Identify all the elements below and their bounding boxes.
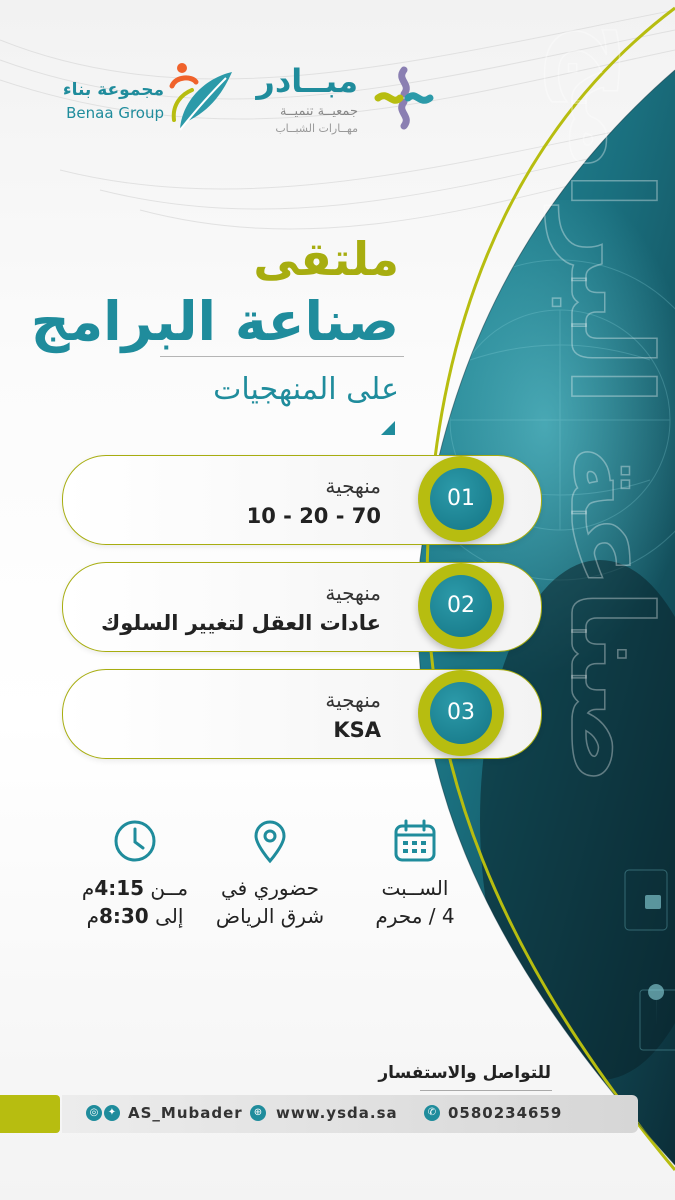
date-day: الســبت: [381, 876, 449, 900]
time-from: مــن 4:15م: [81, 876, 189, 900]
number-badge: 03: [430, 682, 492, 744]
whatsapp-icon: ✆: [424, 1105, 440, 1121]
methodology-label: منهجية: [325, 688, 381, 712]
globe-icon: ⊕: [250, 1105, 266, 1121]
date-info: [340, 818, 490, 928]
title-line-3: على المنهجيات: [213, 372, 399, 407]
website-link[interactable]: www.ysda.sa: [276, 1104, 398, 1122]
methodology-number-3: [418, 670, 504, 756]
accent-tab: [0, 1095, 60, 1133]
location-line-1: حضوري في: [221, 876, 319, 900]
methodology-label: منهجية: [325, 581, 381, 605]
title-line-2: صناعة البرامج: [30, 290, 399, 353]
corner-triangle: [381, 421, 395, 435]
mubader-subtitle-2: مهــارات الشبــاب: [275, 122, 358, 135]
contact-title: للتواصل والاستفسار: [378, 1063, 551, 1083]
benaa-feather-icon: [166, 60, 236, 140]
number-badge: 01: [430, 468, 492, 530]
title-divider: [160, 356, 404, 357]
mubader-logo: [256, 60, 438, 140]
clock-icon: [112, 818, 158, 864]
number-badge: 02: [430, 575, 492, 637]
mubader-name: مبــادر: [256, 62, 358, 100]
twitter-icon: ✦: [104, 1105, 120, 1121]
benaa-name-en: Benaa Group: [66, 104, 164, 122]
benaa-logo: [62, 60, 250, 140]
contact-divider: [420, 1090, 552, 1091]
watermark-label: صناعة البرامج: [545, 21, 675, 785]
methodology-value: 70 - 20 - 10: [246, 504, 381, 528]
phone-number[interactable]: 0580234659: [448, 1104, 563, 1122]
methodology-label: منهجية: [325, 474, 381, 498]
location-line-2: شرق الرياض: [215, 904, 325, 928]
methodology-value: عادات العقل لتغيير السلوك: [101, 611, 381, 635]
mubader-subtitle-1: جمعيــة تنميــة: [279, 104, 358, 119]
methodology-number-1: [418, 456, 504, 542]
instagram-icon: ◎: [86, 1105, 102, 1121]
location-info: [195, 818, 345, 928]
mubader-mark-icon: [370, 64, 438, 132]
date-value: 4 / محرم: [375, 904, 455, 928]
watermark-text: [540, 21, 675, 810]
time-to: إلى 8:30م: [86, 904, 184, 928]
methodology-number-2: [418, 563, 504, 649]
social-handle[interactable]: AS_Mubader: [128, 1104, 243, 1122]
methodology-value: KSA: [333, 718, 381, 742]
title-line-1: ملتقى: [253, 232, 399, 286]
location-pin-icon: [247, 818, 293, 864]
benaa-name-ar: مجموعة بناء: [62, 80, 164, 100]
calendar-icon: [392, 818, 438, 864]
time-info: [60, 818, 210, 928]
